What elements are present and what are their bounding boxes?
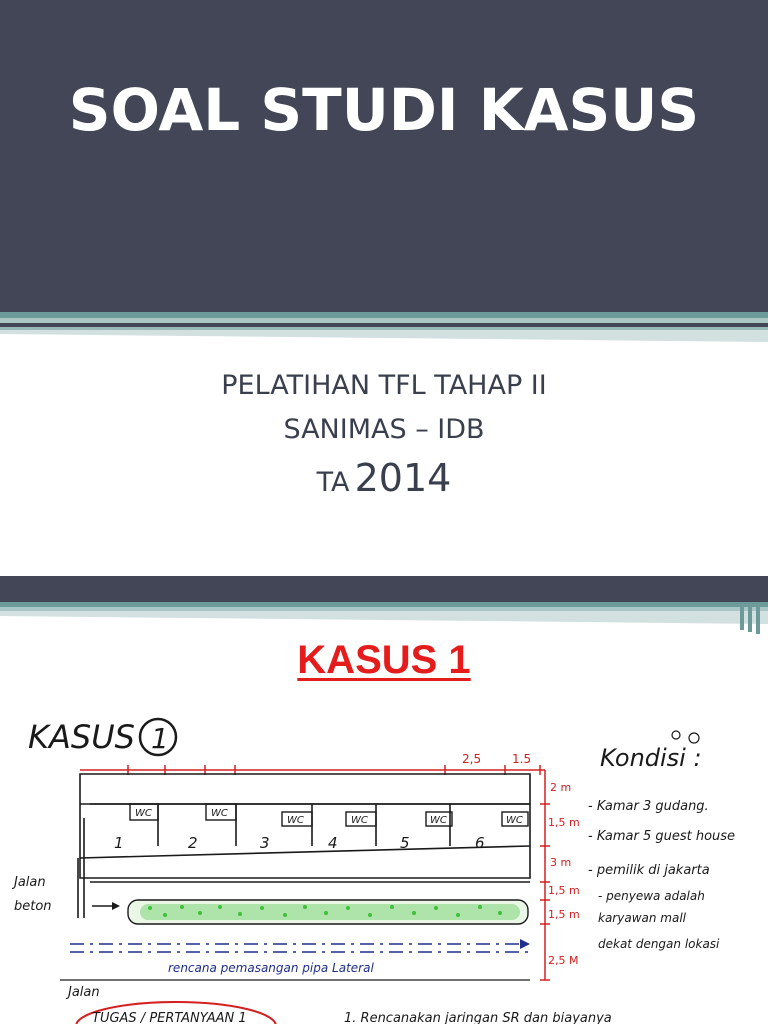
left-label-1: Jalan bbox=[14, 875, 46, 890]
bottom-task: 1. Rencanakan jaringan SR dan biayanya bbox=[344, 1011, 612, 1024]
kasus-heading: KASUS 1 bbox=[297, 638, 471, 682]
kondisi-item-6: dekat dengan lokasi bbox=[598, 937, 720, 951]
title-band bbox=[0, 0, 768, 312]
kondisi-item-4: - penyewa adalah bbox=[598, 889, 705, 903]
right-dim-2: 1,5 m bbox=[548, 816, 580, 829]
slide-title-heading: SOAL STUDI KASUS bbox=[68, 76, 700, 144]
right-dim-4: 1,5 m bbox=[548, 884, 580, 897]
kondisi-item-2: - Kamar 5 guest house bbox=[588, 829, 736, 844]
slide-kasus-1 bbox=[0, 576, 768, 1024]
room-3: 3 bbox=[260, 834, 270, 852]
room-5: 5 bbox=[400, 834, 410, 852]
kondisi-item-5: karyawan mall bbox=[598, 911, 686, 925]
subtitle-line-1: PELATIHAN TFL TAHAP II bbox=[221, 370, 547, 401]
kondisi-item-3: - pemilik di jakarta bbox=[588, 863, 710, 878]
right-dim-1: 2 m bbox=[550, 781, 572, 794]
pipe-note: rencana pemasangan pipa Lateral bbox=[168, 961, 374, 975]
kondisi-item-1: - Kamar 3 gudang. bbox=[588, 799, 709, 814]
room-1: 1 bbox=[114, 834, 124, 852]
right-dim-3: 3 m bbox=[550, 856, 572, 869]
year-value: 2014 bbox=[354, 456, 452, 500]
bottom-road-label: Jalan bbox=[68, 985, 100, 1000]
stripe-graphic bbox=[0, 312, 768, 352]
wc-label-2: WC bbox=[211, 808, 228, 819]
year-prefix: TA bbox=[316, 467, 350, 498]
site-sketch bbox=[0, 708, 768, 1024]
left-label-2: beton bbox=[14, 899, 52, 914]
room-4: 4 bbox=[328, 834, 338, 852]
room-6: 6 bbox=[475, 834, 485, 852]
top-dim-2: 1.5 bbox=[512, 752, 532, 766]
sketch-heading-number: 1 bbox=[151, 722, 169, 755]
wc-label-3: WC bbox=[287, 815, 304, 826]
stripe-graphic-2 bbox=[0, 602, 768, 636]
sketch-heading: KASUS bbox=[28, 718, 135, 756]
wc-label-1: WC bbox=[135, 808, 152, 819]
right-dim-6: 2,5 M bbox=[548, 954, 579, 967]
subtitle-line-2: SANIMAS – IDB bbox=[283, 414, 485, 445]
wc-label-4: WC bbox=[351, 815, 368, 826]
top-dim-1: 2,5 bbox=[462, 752, 482, 766]
wc-label-6: WC bbox=[506, 815, 523, 826]
bottom-tema: TUGAS / PERTANYAAN 1 bbox=[92, 1011, 247, 1024]
subtitle-year-line bbox=[0, 456, 768, 500]
right-dim-5: 1,5 m bbox=[548, 908, 580, 921]
wc-label-5: WC bbox=[430, 815, 447, 826]
room-2: 2 bbox=[188, 834, 198, 852]
kondisi-title: Kondisi : bbox=[600, 744, 702, 772]
